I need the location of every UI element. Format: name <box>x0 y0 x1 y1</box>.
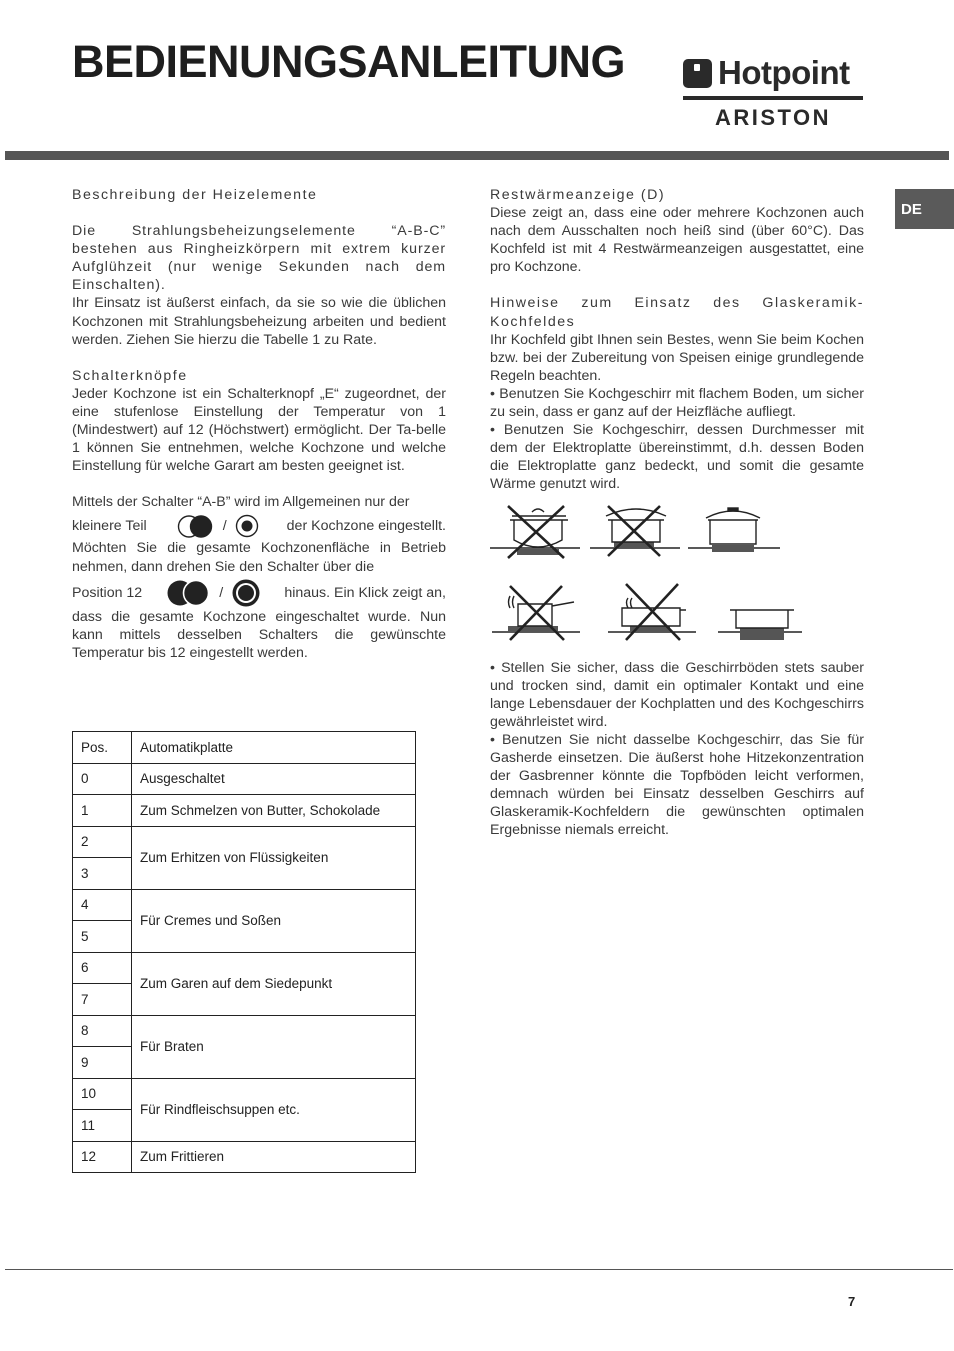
brand-logo <box>683 55 863 135</box>
inline-text: Position 12 <box>72 584 143 601</box>
inline-text: kleinere Teil <box>72 518 147 535</box>
paragraph: Mittels der Schalter “A-B” wird im Allgemeinen nur der <box>72 494 410 511</box>
settings-table <box>72 731 416 1173</box>
table-cell-desc: Zum Garen auf dem Siedepunkt <box>132 952 416 1015</box>
table-cell-pos: 4 <box>73 889 132 921</box>
table-row <box>73 952 416 984</box>
table-header-cell: Automatikplatte <box>132 732 416 764</box>
brand-name: Hotpoint <box>718 54 850 91</box>
table-row <box>73 889 416 921</box>
pot-too-small-wrong <box>492 586 580 640</box>
table-cell-desc: Für Braten <box>132 1015 416 1078</box>
table-cell-desc: Zum Erhitzen von Flüssigkeiten <box>132 826 416 889</box>
table-cell-desc: Zum Schmelzen von Butter, Schokolade <box>132 795 416 827</box>
table-cell-pos: 3 <box>73 858 132 890</box>
table-row <box>73 1015 416 1047</box>
table-cell-pos: 7 <box>73 984 132 1016</box>
table-cell-pos: 1 <box>73 795 132 827</box>
table-header-cell: Pos. <box>73 732 132 764</box>
dual-zone-half-icon <box>175 514 215 539</box>
section-heading-heating: Beschreibung der Heizelemente <box>72 187 318 203</box>
table-cell-pos: 9 <box>73 1047 132 1079</box>
table-cell-pos: 12 <box>73 1141 132 1173</box>
header-bar <box>5 151 949 160</box>
paragraph: Ihr Einsatz ist äußerst einfach, da sie so wie die üblichen Kochzonen mit Strahlungsbeheizung arbeiten und bedient werden. Ziehen Sie hierzu die Tabelle 1 zu Rate. <box>72 295 446 348</box>
paragraph: Die Strahlungsbeheizungselemente “A-B-C” bestehen aus Ringheizkörpern mit extrem kurzer Aufglühzeit (nur wenige Sekunden nach dem Einschalten). <box>72 223 446 294</box>
table-cell-pos: 8 <box>73 1015 132 1047</box>
brand-subname: ARISTON <box>714 105 832 130</box>
dual-zone-full-icon <box>165 578 211 608</box>
bullet-item: • Stellen Sie sicher, dass die Geschirrböden stets sauber und trocken sind, damit ein optimaler Kontakt und eine lange Lebensdauer der Kochplatten und des Kochgeschirrs gewährleistet wird. <box>490 659 864 730</box>
paragraph: Möchten Sie die gesamte Kochzonenfläche in Betrieb nehmen, dann drehen Sie den Schalter über die <box>72 540 446 575</box>
table-row <box>73 826 416 858</box>
knob-line-small <box>72 513 446 539</box>
pot-correct-2 <box>718 610 802 640</box>
zone-full-icon <box>231 578 261 608</box>
table-header-row <box>73 732 416 764</box>
table-cell-pos: 0 <box>73 763 132 795</box>
paragraph: Ihr Kochfeld gibt Ihnen sein Bestes, wenn Sie beim Kochen bzw. bei der Zubereitung von Speisen einige grundlegende Regeln beachten. <box>490 331 864 384</box>
left-column <box>72 186 446 662</box>
page-title: BEDIENUNGSANLEITUNG <box>72 36 626 87</box>
knob-line-full <box>72 578 446 608</box>
table-cell-pos: 6 <box>73 952 132 984</box>
table-cell-pos: 11 <box>73 1110 132 1142</box>
pot-lid-open-wrong <box>590 506 680 556</box>
zone-inner-icon <box>235 514 259 538</box>
table-cell-pos: 10 <box>73 1078 132 1110</box>
bullet-item: • Benutzen Sie nicht dasselbe Kochgeschirr, das Sie für Gasherde einsetzen. Die äußerst hohe Hitzekonzentration der Gasbrenner könnte die Topfböden leicht verformen, demnach würden bei Einsatz desselben Geschirrs auf Glaskeramik-Kochfeldern die gewünschten optimalen Ergebnisse niemals erreicht. <box>490 731 864 839</box>
table-cell-pos: 5 <box>73 921 132 953</box>
table-cell-desc: Zum Frittieren <box>132 1141 416 1173</box>
page-number: 7 <box>848 1294 856 1309</box>
cookware-illustration <box>490 500 870 648</box>
paragraph: Diese zeigt an, dass eine oder mehrere Kochzonen auch nach dem Ausschalten noch heiß sind (über 60°C). Das Kochfeld ist mit 4 Restwärmeanzeigen ausgestattet, eine pro Kochzone. <box>490 205 864 276</box>
table-row <box>73 763 416 795</box>
pot-correct <box>688 508 780 552</box>
table-row <box>73 795 416 827</box>
section-heading-residual-heat: Restwärmeanzeige (D) <box>490 187 666 203</box>
table-row <box>73 1141 416 1173</box>
pot-too-large-wrong <box>608 584 696 640</box>
language-tab: DE <box>895 189 954 229</box>
table-cell-pos: 2 <box>73 826 132 858</box>
table-cell-desc: Für Rindfleischsuppen etc. <box>132 1078 416 1141</box>
brand-mark-icon <box>683 59 712 88</box>
section-heading-knobs: Schalterknöpfe <box>72 367 188 384</box>
paragraph: Jeder Kochzone ist ein Schalterknopf „E“ zugeordnet, der eine stufenlose Einstellung der Temperatur von 1 (Mindestwert) auf 12 (Höchstwert) ermöglicht. Der Ta-belle 1 können Sie entnehmen, welche Kochzone und welche Einstellung für welche Garart am besten geeignet ist. <box>72 385 446 475</box>
bullet-item: • Benutzen Sie Kochgeschirr, dessen Durchmesser mit dem der Elektroplatte übereinstimmt, d.h. dessen Boden die Elektroplatte ganz bedeckt, und somit die gesamte Wärme genutzt wird. <box>490 422 864 493</box>
pot-curved-bottom-wrong <box>490 506 580 558</box>
brand-divider <box>683 96 863 100</box>
table-cell-desc: Ausgeschaltet <box>132 763 416 795</box>
slash: / <box>222 518 227 535</box>
footer-rule <box>5 1269 953 1270</box>
paragraph: dass die gesamte Kochzone eingeschaltet wurde. Nun kann mittels desselben Schalters die gewünschte Temperatur bis 12 eingestellt werden. <box>72 608 446 661</box>
table-row <box>73 1078 416 1110</box>
bullet-item: • Benutzen Sie Kochgeschirr mit flachem Boden, um sicher zu sein, dass er ganz auf der Heizfläche aufliegt. <box>490 385 864 421</box>
inline-text: hinaus. Ein Klick zeigt an, <box>284 584 446 601</box>
inline-text: der Kochzone eingestellt. <box>286 518 446 535</box>
slash: / <box>219 584 224 601</box>
table-cell-desc: Für Cremes und Soßen <box>132 889 416 952</box>
section-heading-ceramic-hints: Hinweise zum Einsatz des Glaskeramik-Kochfeldes <box>490 295 864 330</box>
